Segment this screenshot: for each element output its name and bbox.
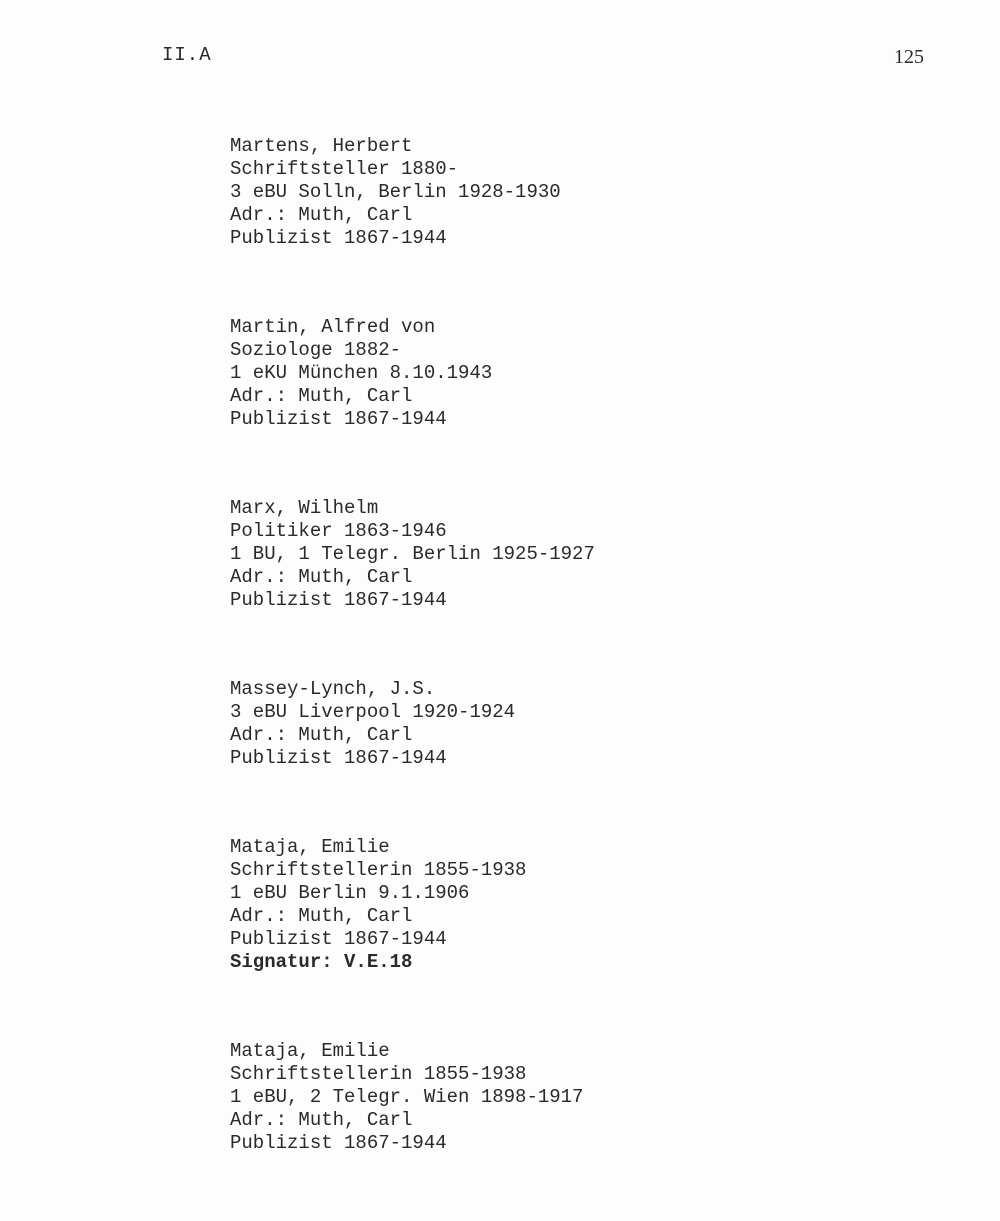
entry-addressee-profession: Publizist 1867-1944 <box>230 747 447 769</box>
page-header <box>162 44 924 74</box>
entry-profession: Schriftstellerin 1855-1938 <box>230 1063 527 1085</box>
entry-addressee: Adr.: Muth, Carl <box>230 905 413 927</box>
entry-holdings: 1 BU, 1 Telegr. Berlin 1925-1927 <box>230 543 595 565</box>
entry-addressee-profession: Publizist 1867-1944 <box>230 928 447 950</box>
entry-addressee-profession: Publizist 1867-1944 <box>230 227 447 249</box>
entry-name: Martens, Herbert <box>230 135 413 157</box>
entry-addressee: Adr.: Muth, Carl <box>230 724 413 746</box>
entry-marx-wilhelm <box>230 497 930 612</box>
section-label: II.A <box>162 44 212 66</box>
entry-massey-lynch <box>230 678 930 770</box>
entry-profession: Schriftsteller 1880- <box>230 158 459 180</box>
entry-addressee: Adr.: Muth, Carl <box>230 1109 413 1131</box>
entry-addressee: Adr.: Muth, Carl <box>230 566 413 588</box>
entry-addressee-profession: Publizist 1867-1944 <box>230 1132 447 1154</box>
entry-holdings: 3 eBU Liverpool 1920-1924 <box>230 701 516 723</box>
entry-addressee: Adr.: Muth, Carl <box>230 204 413 226</box>
entry-name: Marx, Wilhelm <box>230 497 379 519</box>
entry-holdings: 1 eKU München 8.10.1943 <box>230 362 493 384</box>
entry-mataja-emilie-berlin <box>230 836 930 974</box>
entry-profession: Soziologe 1882- <box>230 339 402 361</box>
entry-mataja-emilie-wien <box>230 1040 930 1155</box>
entry-holdings: 1 eBU, 2 Telegr. Wien 1898-1917 <box>230 1086 584 1108</box>
entry-name: Mataja, Emilie <box>230 836 390 858</box>
entry-holdings: 3 eBU Solln, Berlin 1928-1930 <box>230 181 561 203</box>
entry-signature: Signatur: V.E.18 <box>230 951 413 973</box>
entry-name: Martin, Alfred von <box>230 316 436 338</box>
entry-name: Massey-Lynch, J.S. <box>230 678 436 700</box>
entry-addressee: Adr.: Muth, Carl <box>230 385 413 407</box>
entry-list <box>230 135 930 1221</box>
entry-martens-herbert <box>230 135 930 250</box>
entry-holdings: 1 eBU Berlin 9.1.1906 <box>230 882 470 904</box>
entry-profession: Schriftstellerin 1855-1938 <box>230 859 527 881</box>
entry-addressee-profession: Publizist 1867-1944 <box>230 589 447 611</box>
entry-name: Mataja, Emilie <box>230 1040 390 1062</box>
entry-martin-alfred <box>230 316 930 431</box>
entry-addressee-profession: Publizist 1867-1944 <box>230 408 447 430</box>
page-number: 125 <box>894 46 924 68</box>
entry-profession: Politiker 1863-1946 <box>230 520 447 542</box>
